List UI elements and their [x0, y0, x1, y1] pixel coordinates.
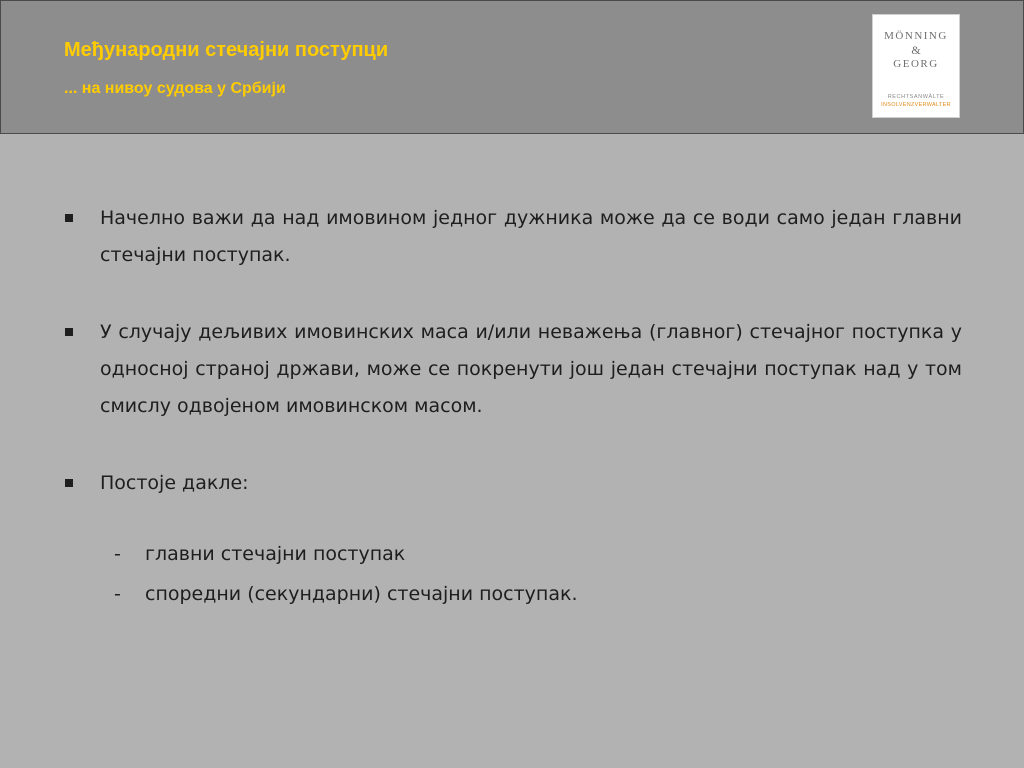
bullet-text: Постоје дакле:: [100, 472, 249, 494]
bullet-text: Начелно важи да над имовином једног дужника може да се води само један главни стечајни поступак.: [100, 207, 962, 266]
bullet-item: [62, 314, 962, 425]
logo-line-1: MÖNNING: [884, 30, 948, 42]
logo-line-2: &: [911, 43, 921, 57]
slide-header: [0, 0, 1024, 134]
sub-list-item: [62, 574, 962, 614]
company-logo: [872, 14, 960, 118]
sub-list: [62, 534, 962, 614]
dash-marker: -: [114, 583, 121, 605]
square-bullet-icon: [65, 479, 73, 487]
logo-tagline-1: RECHTSANWÄLTE: [887, 94, 945, 100]
slide-title: Међународни стечајни поступци: [64, 39, 389, 61]
square-bullet-icon: [65, 328, 73, 336]
sub-item-text: главни стечајни поступак: [145, 543, 406, 565]
logo-tagline-2: INSOLVENZVERWALTER: [881, 102, 951, 108]
slide-subtitle: ... на нивоу судова у Србији: [64, 80, 286, 97]
bullet-item: [62, 200, 962, 274]
slide-content: [62, 200, 962, 614]
square-bullet-icon: [65, 214, 73, 222]
sub-item-text: споредни (секундарни) стечајни поступак.: [145, 583, 578, 605]
bullet-item: [62, 465, 962, 502]
logo-line-3: GEORG: [893, 58, 939, 70]
sub-list-item: [62, 534, 962, 574]
bullet-text: У случају дељивих имовинских маса и/или неважења (главног) стечајног поступка у односној страној држави, може се покренути још један стечајни поступак над у том смислу одвојеном имовинском масом.: [100, 321, 962, 417]
dash-marker: -: [114, 543, 121, 565]
